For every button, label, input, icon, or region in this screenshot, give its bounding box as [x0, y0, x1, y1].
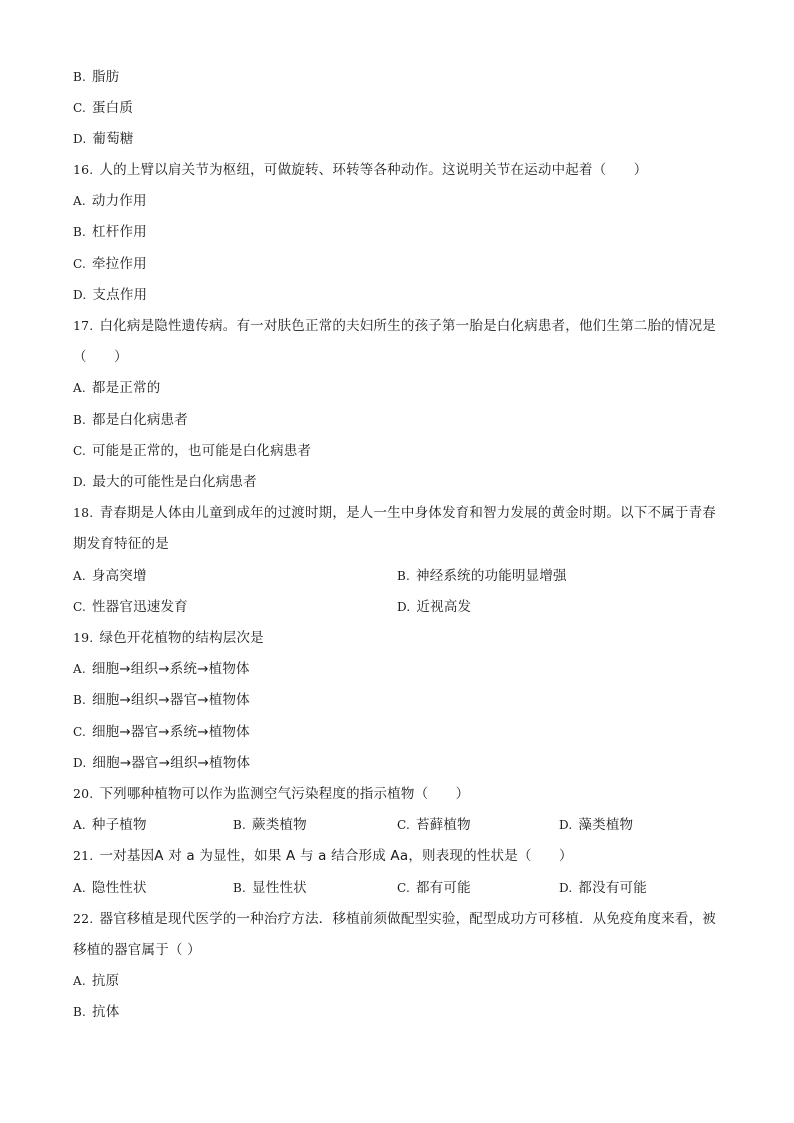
option-label: A.	[73, 569, 86, 583]
option-text: 都有可能	[415, 880, 471, 896]
option-text: 可能是正常的，也可能是白化病患者	[91, 443, 312, 459]
option-text: 都没有可能	[578, 880, 647, 896]
option-label: A.	[73, 818, 86, 832]
q16-option-b	[73, 223, 147, 241]
option-label: C.	[73, 444, 86, 458]
q15-option-c	[73, 99, 133, 117]
question-text: 人的上臂以肩关节为枢纽，可做旋转、环转等各种动作。这说明关节在运动中起着（ ）	[99, 162, 648, 178]
option-text: 细胞→器官→系统→植物体	[91, 724, 250, 740]
q17-option-c	[73, 442, 311, 460]
option-text: 牵拉作用	[91, 256, 147, 272]
q16-option-d	[73, 286, 147, 304]
q20-option-c	[397, 816, 471, 834]
option-text: 蕨类植物	[252, 817, 307, 833]
option-text: 抗体	[92, 1004, 120, 1020]
q19-option-d	[73, 754, 250, 772]
option-label: A.	[73, 662, 86, 676]
option-label: D.	[73, 475, 87, 489]
q22-option-a	[73, 972, 119, 990]
option-text: 抗原	[91, 973, 120, 989]
option-label: A.	[73, 881, 86, 895]
option-label: B.	[73, 413, 87, 427]
option-label: D.	[73, 132, 87, 146]
question-text: （ ）	[73, 349, 128, 365]
option-label: C.	[73, 600, 86, 614]
option-label: C.	[397, 818, 410, 832]
question-text: 一对基因A 对 a 为显性，如果 A 与 a 结合形成 Aa，则表现的性状是（ ）	[99, 848, 573, 864]
option-text: 葡萄糖	[92, 131, 134, 147]
option-label: A.	[73, 974, 86, 988]
q16-option-c	[73, 255, 147, 273]
q21-option-a	[73, 879, 147, 897]
option-text: 身高突增	[91, 568, 147, 584]
q22-option-b	[73, 1003, 119, 1021]
question-text: 绿色开花植物的结构层次是	[99, 630, 264, 646]
option-text: 苔藓植物	[415, 817, 471, 833]
option-label: B.	[233, 818, 247, 832]
q18-option-a	[73, 567, 147, 585]
option-text: 近视高发	[416, 599, 472, 615]
option-text: 种子植物	[91, 817, 147, 833]
option-text: 杠杆作用	[92, 224, 147, 240]
question-text: 器官移植是现代医学的一种治疗方法．移植前须做配型实验，配型成功方可移植．从免疫角度来看，被	[99, 911, 716, 927]
question-number: 21.	[73, 848, 94, 863]
option-label: D.	[559, 818, 573, 832]
q15-option-d	[73, 130, 134, 148]
option-label: B.	[73, 225, 87, 239]
option-text: 支点作用	[92, 287, 148, 303]
question-number: 19.	[73, 630, 94, 645]
question-text: 移植的器官属于（ ）	[73, 942, 201, 958]
q20-option-b	[233, 816, 307, 834]
question-number: 16.	[73, 162, 94, 177]
option-label: D.	[73, 288, 87, 302]
option-label: B.	[73, 1005, 87, 1019]
q19-option-c	[73, 723, 250, 741]
q18-option-b	[397, 567, 567, 585]
option-text: 显性性状	[252, 880, 307, 896]
q16-stem	[73, 161, 647, 179]
q21-option-d	[559, 879, 647, 897]
q20-option-d	[559, 816, 633, 834]
q17-stem-cont	[73, 348, 128, 366]
option-label: A.	[73, 194, 86, 208]
option-label: A.	[73, 381, 86, 395]
question-text: 青春期是人体由儿童到成年的过渡时期，是人一生中身体发育和智力发展的黄金时期。以下不属于青春	[99, 505, 716, 521]
option-label: C.	[73, 257, 86, 271]
option-text: 隐性性状	[91, 880, 147, 896]
question-text: 下列哪种植物可以作为监测空气污染程度的指示植物（ ）	[99, 786, 470, 802]
q21-stem	[73, 847, 573, 865]
q21-option-b	[233, 879, 307, 897]
option-label: B.	[73, 693, 87, 707]
option-text: 都是白化病患者	[92, 412, 188, 428]
option-label: C.	[73, 101, 86, 115]
q18-stem-cont	[73, 535, 169, 553]
q20-stem	[73, 785, 469, 803]
option-label: D.	[397, 600, 411, 614]
option-text: 性器官迅速发育	[91, 599, 188, 615]
option-text: 蛋白质	[91, 100, 134, 116]
option-text: 细胞→组织→器官→植物体	[92, 692, 250, 708]
q18-stem	[73, 504, 716, 522]
q15-option-b	[73, 68, 119, 86]
option-text: 脂肪	[92, 69, 120, 85]
question-text: 期发育特征的是	[73, 536, 169, 552]
q18-option-d	[397, 598, 471, 616]
q18-option-c	[73, 598, 188, 616]
option-label: B.	[73, 70, 87, 84]
question-number: 20.	[73, 786, 94, 801]
q17-option-d	[73, 473, 257, 491]
q17-option-b	[73, 411, 188, 429]
option-label: C.	[397, 881, 410, 895]
q19-option-a	[73, 660, 250, 678]
q21-option-c	[397, 879, 471, 897]
option-label: D.	[73, 756, 87, 770]
q16-option-a	[73, 192, 147, 210]
option-text: 藻类植物	[578, 817, 634, 833]
option-text: 细胞→组织→系统→植物体	[91, 661, 250, 677]
option-label: B.	[397, 569, 411, 583]
option-text: 都是正常的	[91, 380, 161, 396]
option-label: B.	[233, 881, 247, 895]
question-number: 17.	[73, 318, 94, 333]
q19-option-b	[73, 691, 250, 709]
question-text: 白化病是隐性遗传病。有一对肤色正常的夫妇所生的孩子第一胎是白化病患者，他们生第二胎的情况是	[99, 318, 716, 334]
q19-stem	[73, 629, 264, 647]
option-text: 动力作用	[91, 193, 147, 209]
option-text: 最大的可能性是白化病患者	[92, 474, 257, 490]
question-number: 22.	[73, 911, 94, 926]
option-text: 细胞→器官→组织→植物体	[92, 755, 251, 771]
option-label: D.	[559, 881, 573, 895]
option-text: 神经系统的功能明显增强	[416, 568, 567, 584]
q17-option-a	[73, 379, 160, 397]
option-label: C.	[73, 725, 86, 739]
q22-stem-cont	[73, 941, 201, 959]
question-number: 18.	[73, 505, 94, 520]
q22-stem	[73, 910, 716, 928]
q17-stem	[73, 317, 716, 335]
q20-option-a	[73, 816, 147, 834]
